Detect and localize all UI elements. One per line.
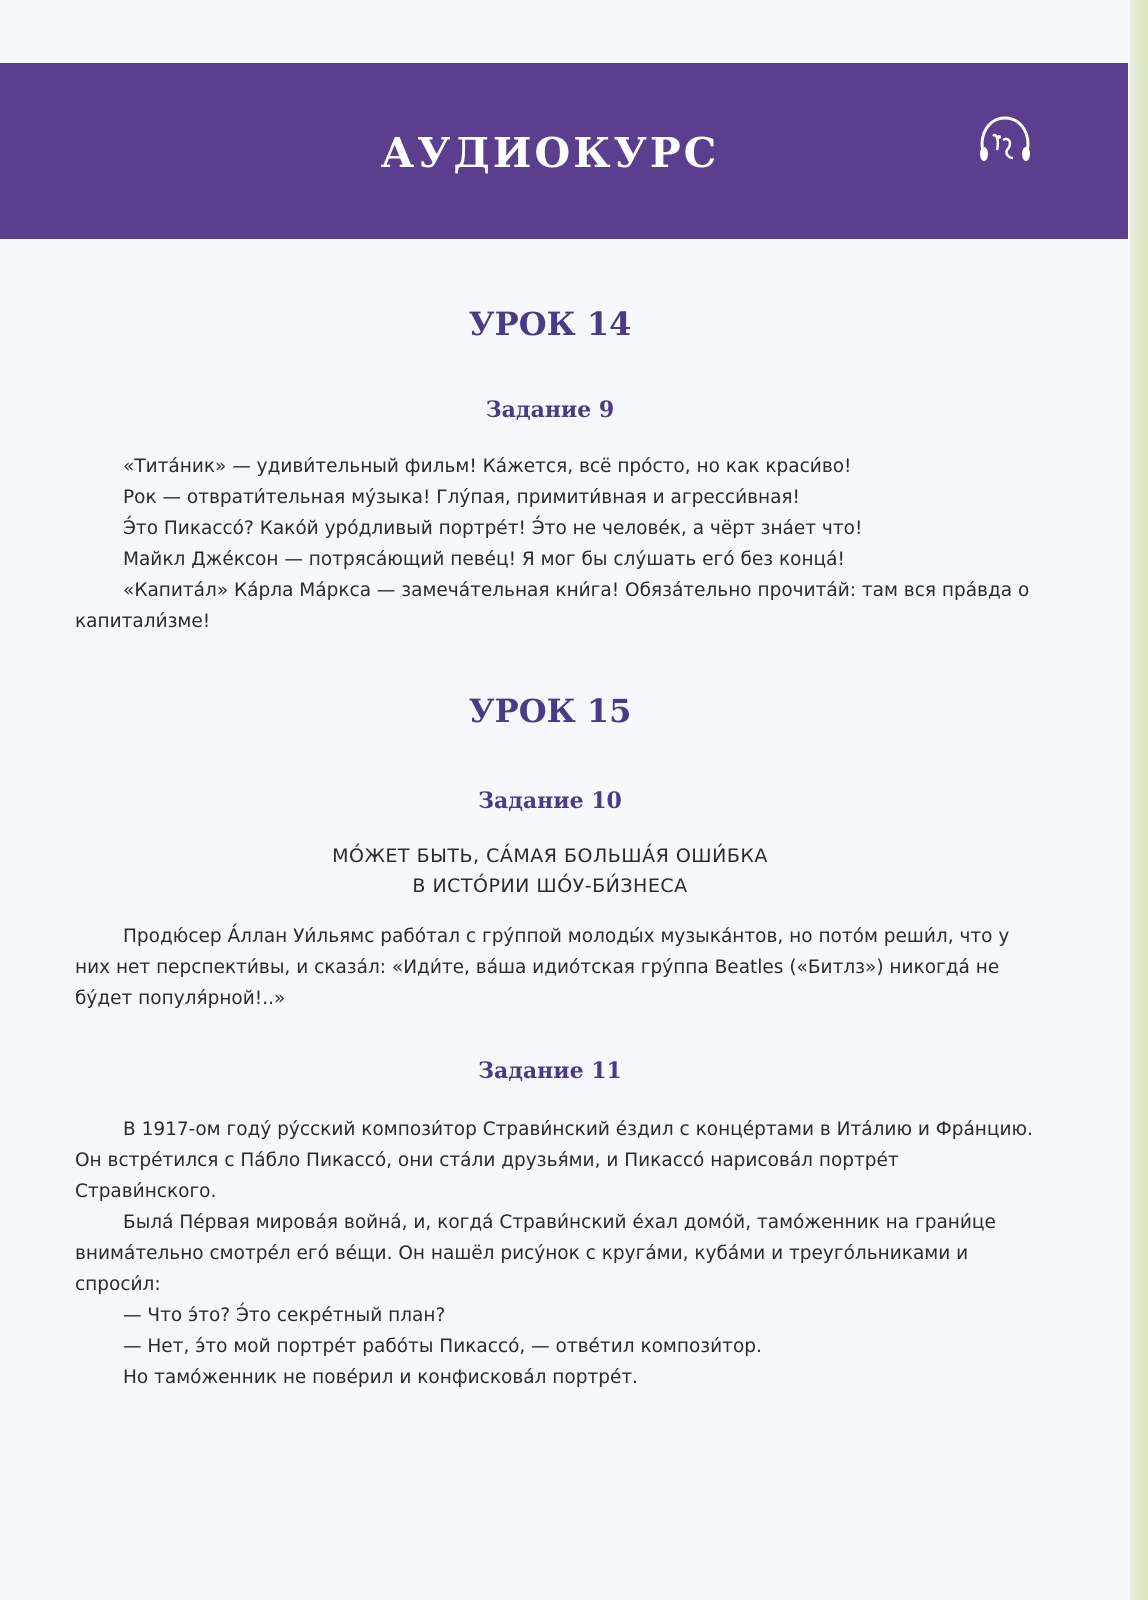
- page-title: АУДИОКУРС: [380, 129, 720, 177]
- headphones-icon: [975, 110, 1035, 170]
- task-9-line: «Капита́л» Ка́рла Ма́ркса — замеча́тельная кни́га! Обяза́тельно прочита́й: там вся пра́вда о капитали́зме!: [75, 580, 1030, 632]
- story-title-line-2: В ИСТО́РИИ ШО́У-БИ́ЗНЕСА: [412, 875, 688, 897]
- page-edge: [1130, 0, 1148, 1600]
- story-title: [0, 841, 1100, 901]
- header-banner: [0, 63, 1128, 239]
- task-11-paragraph: — Что э́то? Э́то секре́тный план?: [123, 1305, 446, 1326]
- task-9-line: Майкл Дже́ксон — потряса́ющий певе́ц! Я мог бы слу́шать его́ без конца́!: [123, 549, 845, 570]
- task-10-paragraph: Продю́сер А́ллан Уи́льямс рабо́тал с гру́ппой молоды́х музыка́нтов, но пото́м реши́л, что у них нет перспекти́вы, и сказа́л: «Иди́те, ва́ша идио́тская гру́ппа Beatles («Битлз») никогда́ не бу́дет популя́рной!..»: [75, 926, 1010, 1009]
- task-11-text: [75, 1114, 1042, 1393]
- task-11-paragraph: — Нет, э́то мой портре́т рабо́ты Пикассо́, — отве́тил компози́тор.: [123, 1336, 762, 1357]
- task-9-line: Рок — отврати́тельная му́зыка! Глу́пая, примити́вная и агресси́вная!: [123, 487, 800, 508]
- task-11-paragraph: Была́ Пе́рвая мирова́я война́, и, когда́ Страви́нский е́хал домо́й, тамо́женник на грани́це внима́тельно смотре́л его́ ве́щи. Он нашёл рису́нок с круга́ми, куба́ми и треуго́льниками и спроси́л:: [75, 1212, 996, 1295]
- lesson-14-title: УРОК 14: [468, 305, 632, 343]
- task-11-paragraph: В 1917-ом году́ ру́сский компози́тор Страви́нский е́здил с конце́ртами в Ита́лию и Фра́нцию. Он встре́тился с Па́бло Пикассо́, они ста́ли друзья́ми, и Пикассо́ нарисова́л портре́т Страви́нского.: [75, 1119, 1033, 1202]
- task-9-title: Задание 9: [485, 397, 615, 423]
- task-9-line: Э́то Пикассо́? Како́й уро́дливый портре́т! Э́то не челове́к, а чёрт зна́ет что!: [123, 518, 863, 539]
- task-9-line: «Тита́ник» — удиви́тельный фильм! Ка́жется, всё про́сто, но как краси́во!: [123, 456, 852, 477]
- task-10-title: Задание 10: [478, 788, 622, 814]
- task-11-title: Задание 11: [478, 1058, 622, 1084]
- story-title-line-1: МО́ЖЕТ БЫТЬ, СА́МАЯ БОЛЬША́Я ОШИ́БКА: [332, 845, 768, 867]
- task-10-text: [75, 921, 1042, 1014]
- task-9-text: [75, 451, 1042, 637]
- task-11-paragraph: Но тамо́женник не пове́рил и конфискова́л портре́т.: [123, 1367, 639, 1388]
- lesson-15-title: УРОК 15: [468, 692, 632, 730]
